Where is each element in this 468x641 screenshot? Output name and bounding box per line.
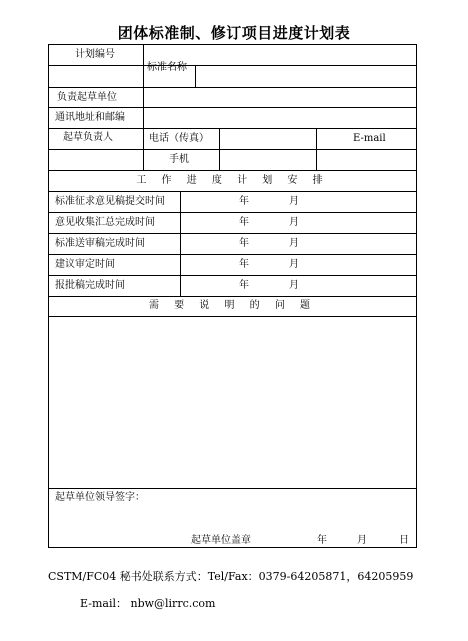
plan-number-label: 计划编号 [75,49,115,60]
email-address: nbw@lirrc.com [130,597,216,610]
schedule-month: 月 [289,217,299,228]
email-label: E-mail [353,133,386,144]
mobile-label: 手机 [169,154,189,165]
leader-signature-label: 起草单位领导签字： [55,492,145,503]
schedule-header: 工 作 进 度 计 划 安 排 [136,175,329,186]
schedule-row-label: 标准征求意见稿提交时间 [55,196,165,207]
row-divider [49,128,416,129]
row-divider [49,191,416,192]
document-title: 团体标准制、修订项目进度计划表 [117,24,351,42]
seal-month: 月 [357,535,367,546]
row-divider [49,296,416,297]
row-divider [49,316,416,317]
row-divider [49,149,416,150]
progress-plan-form [48,44,417,548]
secretariat-contact: CSTM/FC04 秘书处联系方式：Tel/Fax：0379-64205871，64205959 [48,570,414,583]
seal-day: 日 [399,535,409,546]
address-postcode-field[interactable] [145,109,415,126]
schedule-year: 年 [239,280,249,291]
schedule-year: 年 [239,217,249,228]
drafting-unit-field[interactable] [145,89,415,106]
seal-year: 年 [317,535,327,546]
schedule-year: 年 [239,259,249,270]
column-divider [195,65,196,87]
address-postcode-label: 通讯地址和邮编 [55,112,125,123]
mobile-field[interactable] [221,151,314,168]
schedule-year: 年 [239,238,249,249]
schedule-month: 月 [289,280,299,291]
schedule-month: 月 [289,238,299,249]
row-divider [49,107,416,108]
row-divider [49,233,416,234]
column-divider [180,191,181,296]
schedule-row-label: 标准送审稿完成时间 [55,238,145,249]
schedule-row-label: 建议审定时间 [55,259,115,270]
row-divider [49,488,416,489]
row-divider [49,275,416,276]
schedule-month: 月 [289,259,299,270]
email-line [80,595,215,611]
drafter-label: 起草负责人 [63,132,113,143]
schedule-year: 年 [239,196,249,207]
email-footer-label: E-mail： [80,597,127,610]
column-divider [143,128,144,170]
schedule-row-label: 报批稿完成时间 [55,280,125,291]
column-divider [143,45,144,87]
row-divider [49,87,416,88]
drafting-unit-label: 负责起草单位 [57,92,117,103]
schedule-row-label: 意见收集汇总完成时间 [55,217,155,228]
issues-text-area[interactable] [53,319,413,485]
column-divider [219,128,220,170]
row-divider [49,170,416,171]
standard-name-field[interactable] [197,53,415,83]
phone-fax-label: 电话（传真） [149,133,209,144]
standard-name-label: 标准名称 [147,62,187,73]
unit-seal-label: 起草单位盖章 [191,535,251,546]
column-divider [316,128,317,170]
phone-fax-field[interactable] [221,130,314,147]
schedule-month: 月 [289,196,299,207]
row-divider [49,212,416,213]
issues-header: 需 要 说 明 的 问 题 [148,300,317,311]
row-divider [49,254,416,255]
column-divider [143,87,144,128]
